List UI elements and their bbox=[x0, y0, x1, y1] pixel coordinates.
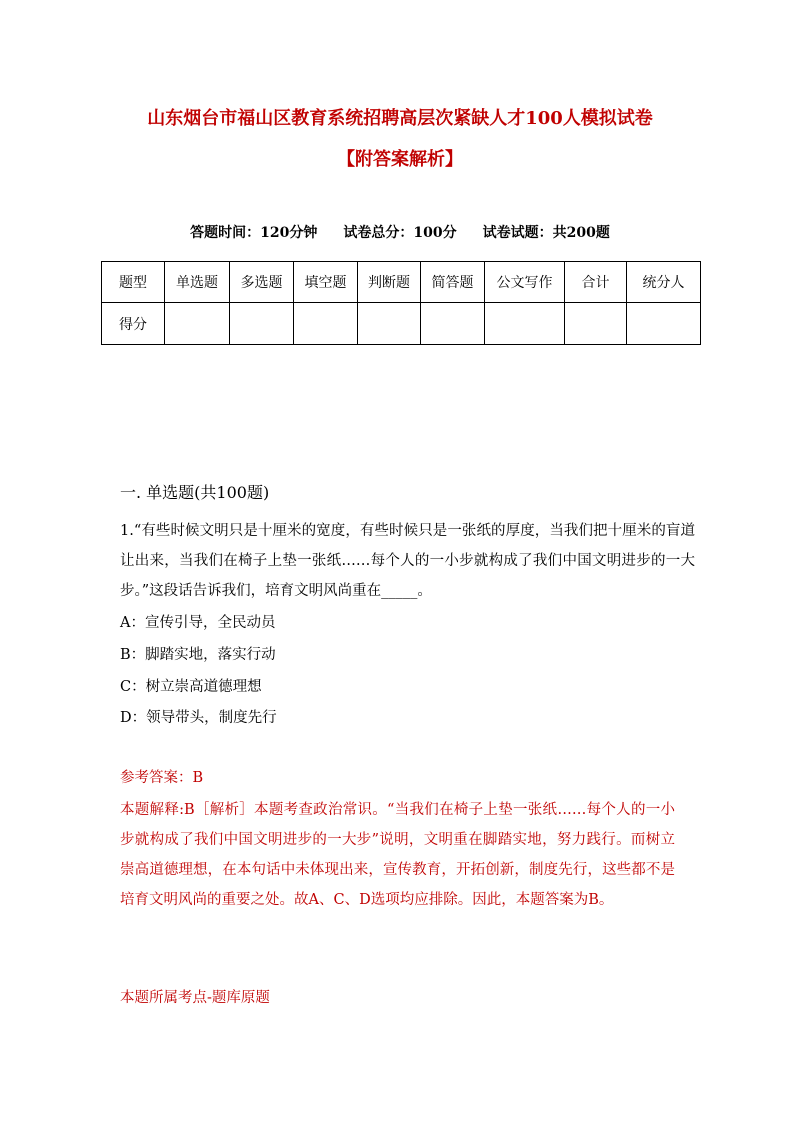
exam-info bbox=[0, 223, 800, 243]
header-cell: 判断题 bbox=[358, 262, 421, 303]
exam-question-count: 试卷试题：共200题 bbox=[482, 225, 610, 241]
document-title: 山东烟台市福山区教育系统招聘高层次紧缺人才100人模拟试卷 bbox=[147, 108, 653, 129]
score-cell bbox=[358, 303, 421, 345]
header-cell: 合计 bbox=[565, 262, 627, 303]
header-cell: 多选题 bbox=[230, 262, 294, 303]
score-table-header-row bbox=[102, 262, 701, 303]
question-text: 1.“有些时候文明只是十厘米的宽度，有些时候只是一张纸的厚度，当我们把十厘米的盲道让出来，当我们在椅子上垫一张纸……每个人的一小步就构成了我们中国文明进步的一大步。”这段话告诉我们，培育文明风尚重在_____。 bbox=[120, 523, 695, 599]
header-cell: 公文写作 bbox=[485, 262, 565, 303]
section-title: 一. 单选题(共100题) bbox=[120, 483, 270, 502]
score-cell bbox=[421, 303, 485, 345]
answer-explanation: 本题解释:B［解析］本题考查政治常识。“当我们在椅子上垫一张纸……每个人的一小步就构成了我们中国文明进步的一大步”说明，文明重在脚踏实地，努力践行。而树立崇高道德理想，在本句话中未体现出来，宣传教育，开拓创新，制度先行，这些都不是培育文明风尚的重要之处。故A、C、D选项均应排除。因此，本题答案为B。 bbox=[120, 802, 675, 908]
header-cell: 填空题 bbox=[294, 262, 358, 303]
option-b: B：脚踏实地，落实行动 bbox=[120, 647, 276, 663]
row-label-cell: 得分 bbox=[102, 303, 165, 345]
reference-answer: 参考答案：B bbox=[120, 770, 204, 786]
score-cell bbox=[294, 303, 358, 345]
header-cell: 题型 bbox=[102, 262, 165, 303]
header-cell: 统分人 bbox=[627, 262, 701, 303]
option-c: C：树立崇高道德理想 bbox=[120, 679, 262, 695]
score-cell bbox=[165, 303, 230, 345]
document-subtitle: 【附答案解析】 bbox=[337, 149, 463, 170]
question-topic: 本题所属考点-题库原题 bbox=[120, 990, 270, 1006]
score-cell bbox=[565, 303, 627, 345]
exam-total-score: 试卷总分：100分 bbox=[343, 225, 457, 241]
header-cell: 简答题 bbox=[421, 262, 485, 303]
score-table bbox=[101, 261, 701, 345]
exam-time: 答题时间：120分钟 bbox=[190, 225, 318, 241]
option-d: D：领导带头，制度先行 bbox=[120, 710, 277, 726]
header-cell: 单选题 bbox=[165, 262, 230, 303]
score-cell bbox=[627, 303, 701, 345]
score-cell bbox=[485, 303, 565, 345]
score-table-score-row bbox=[102, 303, 701, 345]
score-cell bbox=[230, 303, 294, 345]
option-a: A：宣传引导，全民动员 bbox=[120, 615, 276, 631]
